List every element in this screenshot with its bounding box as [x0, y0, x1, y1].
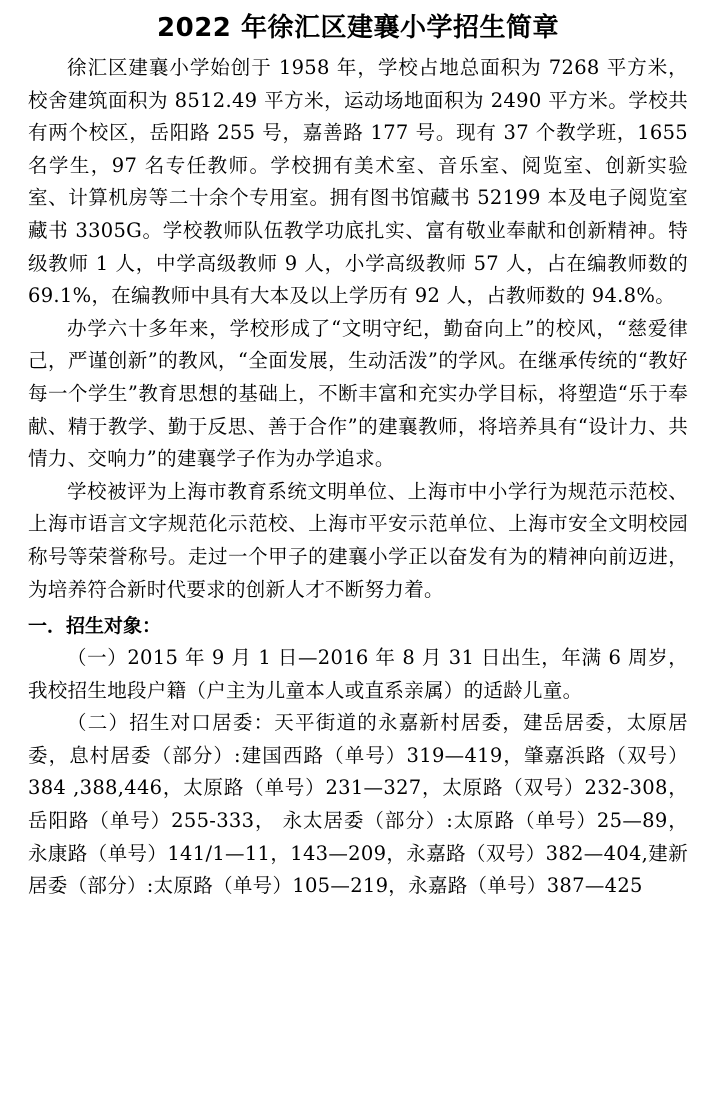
enrollment-target-heading: 一．招生对象： [28, 615, 162, 638]
enrollment-item-1: （一）2015 年 9 月 1 日—2016 年 8 月 31 日出生，年满 6 周岁，我校招生地段户籍（户主为儿童本人或直系亲属）的适龄儿童。 [28, 646, 688, 702]
enrollment-item-2: （二）招生对口居委：天平街道的永嘉新村居委，建岳居委，太原居委，息村居委（部分）:建国西路（单号）319—419，肇嘉浜路（双号）384 ,388,446，太原路（单号）231—327，太原路（双号）232-308，岳阳路（单号）255-333， 永太居委（部分）:太原路（单号）25—89，永康路（单号）141/1—11，143—209，永嘉路（双号）382—404,建新居委（部分）:太原路（单号）105—219，永嘉路（单号）387—425 [28, 711, 688, 898]
honors-paragraph: 学校被评为上海市教育系统文明单位、上海市中小学行为规范示范校、上海市语言文字规范化示范校、上海市平安示范单位、上海市安全文明校园称号等荣誉称号。走过一个甲子的建襄小学正以奋发有为的精神向前迈进，为培养符合新时代要求的创新人才不断努力着。 [28, 479, 688, 601]
school-culture-paragraph: 办学六十多年来，学校形成了“文明守纪，勤奋向上”的校风，“慈爱律己，严谨创新”的教风，“全面发展，生动活泼”的学风。在继承传统的“教好每一个学生”教育思想的基础上，不断丰富和充实办学目标，将塑造“乐于奉献、精于教学、勤于反思、善于合作”的建襄教师，将培养具有“设计力、共情力、交响力”的建襄学子作为办学追求。 [28, 316, 688, 471]
page-title: 2022 年徐汇区建襄小学招生简章 [157, 13, 559, 43]
intro-paragraph: 徐汇区建襄小学始创于 1958 年，学校占地总面积为 7268 平方米，校舍建筑面积为 8512.49 平方米，运动场地面积为 2490 平方米。学校共有两个校区，岳阳路 255 号，嘉善路 177 号。现有 37 个教学班，1655 名学生，97 名专任教师。学校拥有美术室、音乐室、阅览室、创新实验室、计算机房等二十余个专用室。拥有图书馆藏书 52199 本及电子阅览室藏书 3305G。学校教师队伍教学功底扎实、富有敬业奉献和创新精神。特级教师 1 人，中学高级教师 9 人，小学高级教师 57 人，占在编教师数的 69.1%，在编教师中具有大本及以上学历有 92 人，占教师数的 94.8%。 [28, 56, 688, 308]
